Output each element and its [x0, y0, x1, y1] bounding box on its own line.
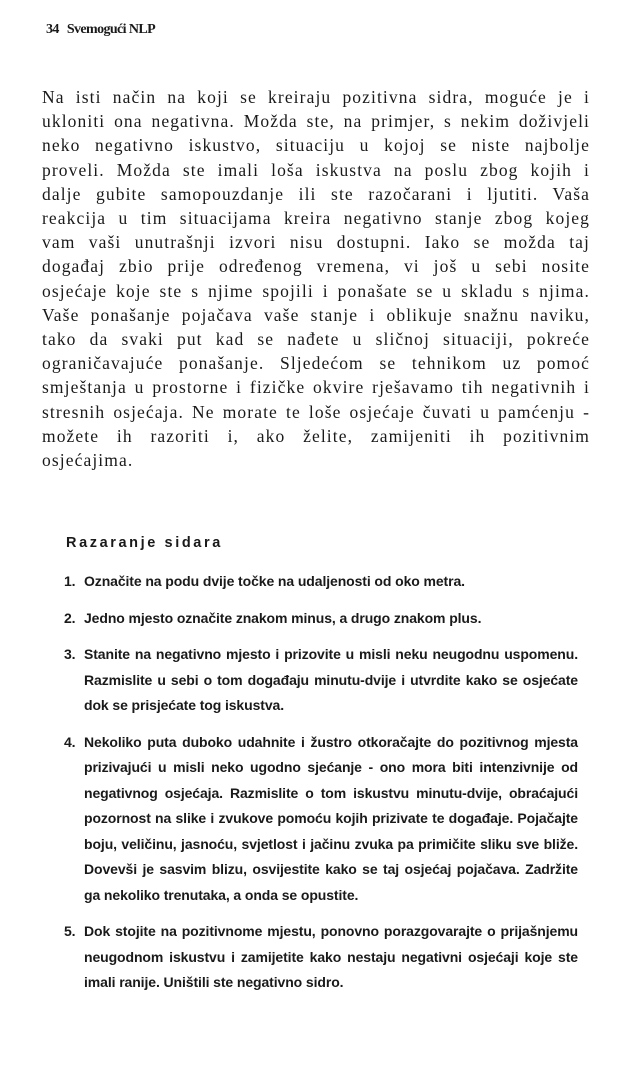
step-text: Dok stojite na pozitivnome mjestu, ponovno porazgovarajte o prijašnjemu neugodnom iskustvu i zamijetite kako nestaju negativni osjećaji koje ste imali ranije. Uništili ste negativno sidro. — [84, 923, 578, 990]
exercise-step-2 — [64, 606, 578, 632]
step-number: 1. — [64, 573, 76, 589]
page-number: 34 — [46, 22, 59, 37]
intro-paragraph: Na isti način na koji se kreiraju pozitivna sidra, moguće je i ukloniti ona negativna. Možda ste, na primjer, s nekim doživjeli neko negativno iskustvo, situaciju u kojoj se niste najbolje proveli. Možda ste imali loša iskustva na poslu zbog kojih i dalje gubite samopouzdanje ili ste razočarani i ljutiti. Vaša reakcija u tim situacijama kreira negativno stanje zbog kojeg vam vaši unutrašnji izvori nisu dostupni. Iako se možda taj događaj zbio prije određenog vremena, vi još u sebi nosite osjećaje koje ste s njime spojili i ponašate se u skladu s njima. Vaše ponašanje pojačava vaše stanje i oblikuje snažnu naviku, tako da svaki put kad se nađete u sličnoj situaciji, pokreće ograničavajuće ponašanje. Sljedećom se tehnikom uz pomoć smještanja u prostorne i fizičke okvire rješavamo tih negativnih i stresnih osjećaja. Ne morate te loše osjećaje čuvati u pamćenju - možete ih razoriti i, ako želite, zamijeniti ih pozitivnim osjećajima. — [42, 87, 590, 471]
exercise-step-5 — [64, 919, 578, 996]
step-number: 5. — [64, 923, 76, 939]
step-text: Jedno mjesto označite znakom minus, a drugo znakom plus. — [84, 609, 482, 626]
book-title: Svemogući NLP — [66, 22, 156, 37]
step-text: Nekoliko puta duboko udahnite i žustro otkoračajte do pozitivnog mjesta prizivajući u misli neko ugodno sjećanje - ono mora biti intenzivnije od negativnog osjećaja. Razmislite o tom iskustvu minutu-dvije, obraćajući pozornost na slike i zvukove pomoću kojih prizivate te događaje. Pojačajte boju, veličinu, jasnoću, svjetlost i jačinu zvuka pa primičite sliku sve bliže. Dovevši je sasvim blizu, osvijestite kako se taj osjećaj pojačava. Zadržite ga nekoliko trenutaka, a onda se opustite. — [84, 733, 578, 903]
exercise-step-1 — [64, 569, 578, 595]
step-number: 4. — [64, 733, 76, 750]
exercise-step-4 — [64, 730, 578, 909]
exercise-steps — [64, 569, 578, 996]
exercise-section — [64, 535, 578, 1007]
step-number: 3. — [64, 646, 76, 662]
exercise-title: Razaranje sidara — [66, 535, 223, 551]
step-text: Označite na podu dvije točke na udaljenosti od oko metra. — [84, 573, 465, 589]
step-number: 2. — [64, 609, 76, 626]
running-header — [46, 22, 155, 38]
exercise-step-3 — [64, 642, 578, 719]
step-text: Stanite na negativno mjesto i prizovite u misli neku neugodnu uspomenu. Razmislite u sebi o tom događaju minutu-dvije i utvrdite kako se osjećate dok se prisjećate tog iskustva. — [84, 646, 578, 713]
